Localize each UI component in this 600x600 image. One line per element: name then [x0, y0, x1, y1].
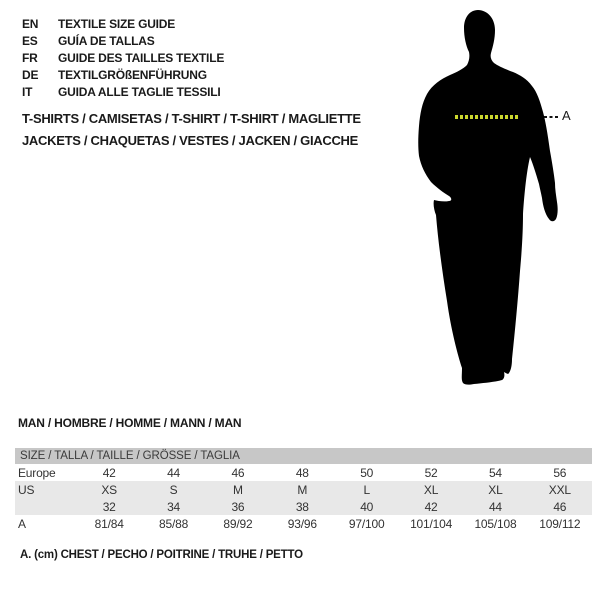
language-label: GUIDE DES TAILLES TEXTILE	[58, 50, 225, 65]
cell: 42	[102, 465, 116, 480]
table-row-europe	[15, 464, 592, 481]
row-label: US	[18, 482, 35, 497]
language-row	[22, 49, 224, 66]
garment-line-tshirts: T-SHIRTS / CAMISETAS / T-SHIRT / T-SHIRT / MAGLIETTE	[22, 111, 361, 126]
cell: 52	[424, 465, 438, 480]
cell: 46	[231, 465, 245, 480]
cell: 42	[424, 499, 438, 514]
cell: 46	[553, 499, 567, 514]
cell: M	[233, 482, 243, 497]
man-silhouette-path	[418, 10, 557, 385]
row-label: A	[18, 517, 26, 531]
cell: S	[169, 482, 178, 497]
cell: 44	[488, 499, 502, 514]
cell: 109/112	[539, 517, 581, 531]
measure-footnote: A. (cm) CHEST / PECHO / POITRINE / TRUHE / PETTO	[20, 549, 303, 561]
cell: XL	[423, 482, 439, 497]
language-label: GUÍA DE TALLAS	[58, 33, 155, 48]
row-label: Europe	[18, 465, 56, 480]
cell: XXL	[548, 482, 571, 497]
table-row-chest-cm	[15, 515, 592, 533]
garment-line-jackets: JACKETS / CHAQUETAS / VESTES / JACKEN / GIACCHE	[22, 133, 358, 148]
section-title-man: MAN / HOMBRE / HOMME / MANN / MAN	[18, 416, 242, 430]
language-list	[22, 15, 224, 100]
cell: 50	[360, 465, 374, 480]
cell: 81/84	[94, 517, 124, 531]
cell: 56	[553, 465, 567, 480]
chest-measure-line	[455, 115, 518, 119]
language-row	[22, 83, 224, 100]
cell: 44	[167, 465, 181, 480]
language-row	[22, 15, 224, 32]
cell: L	[363, 482, 370, 497]
cell: 32	[102, 499, 116, 514]
size-table	[15, 448, 592, 533]
cell: 36	[231, 499, 245, 514]
cell: M	[297, 482, 308, 497]
cell: 93/96	[287, 517, 317, 531]
cell: XS	[101, 482, 117, 497]
cell: XL	[488, 482, 503, 497]
language-code: DE	[22, 67, 39, 82]
cell: 40	[360, 499, 374, 514]
cell: 97/100	[348, 517, 385, 531]
language-row	[22, 32, 224, 49]
cell: 89/92	[223, 517, 253, 531]
cell: 54	[488, 465, 502, 480]
cell: 38	[295, 499, 309, 514]
language-row	[22, 66, 224, 83]
cell: 34	[167, 499, 181, 514]
measure-label-a: A	[562, 108, 571, 123]
language-code: ES	[22, 33, 38, 48]
cell: 85/88	[159, 517, 189, 531]
cell: 48	[295, 465, 309, 480]
language-label: GUIDA ALLE TAGLIE TESSILI	[58, 84, 221, 99]
table-row-us	[15, 481, 592, 498]
table-row-us-numeric	[15, 498, 592, 515]
cell: 101/104	[410, 517, 453, 531]
man-silhouette-figure	[418, 8, 558, 388]
language-code: EN	[22, 16, 39, 31]
size-table-header: SIZE / TALLA / TAILLE / GRÖSSE / TAGLIA	[15, 448, 592, 464]
language-label: TEXTILE SIZE GUIDE	[58, 16, 176, 31]
man-silhouette-svg	[418, 8, 558, 388]
language-code: IT	[22, 84, 33, 99]
garment-categories	[22, 108, 361, 152]
language-code: FR	[22, 50, 38, 65]
language-label: TEXTILGRÖßENFÜHRUNG	[58, 67, 207, 82]
measure-leader-line	[544, 116, 559, 118]
cell: 105/108	[474, 517, 517, 531]
